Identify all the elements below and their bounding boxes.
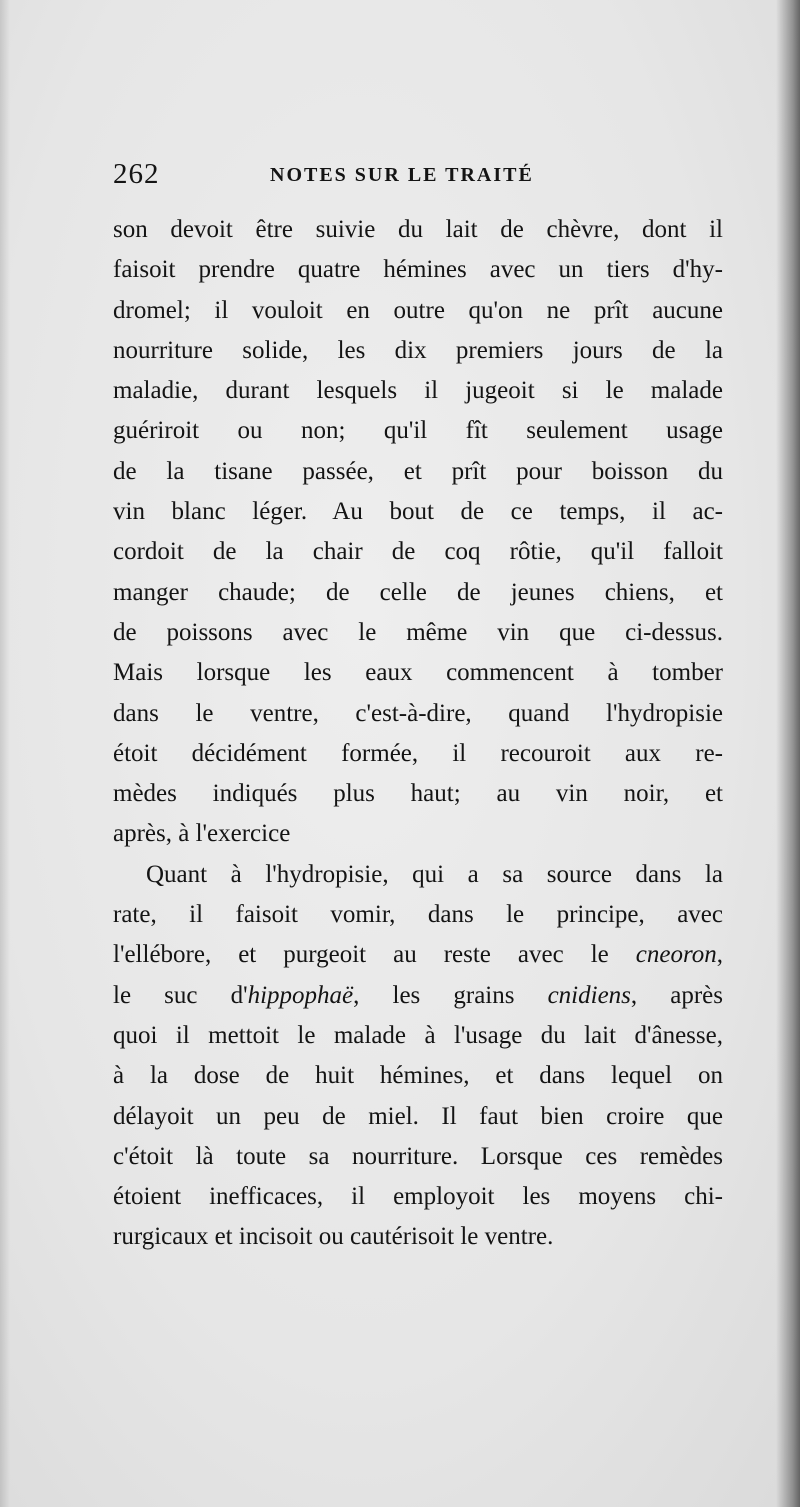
text-line: rurgicaux et incisoit ou cautérisoit le ventre.	[113, 1223, 554, 1251]
text-line-with-italic	[113, 935, 723, 975]
text-fragment: , les grains	[353, 981, 548, 1009]
text-line: son devoit être suivie du lait de chèvre, dont il	[113, 216, 723, 243]
italic-term: cnidiens	[547, 981, 631, 1009]
text-line: après, à l'exercice	[113, 820, 291, 848]
page-header	[113, 158, 723, 198]
text-fragment: le suc d'	[113, 981, 248, 1009]
text-fragment: , après	[630, 981, 724, 1009]
page-left-edge	[0, 0, 10, 1507]
text-line: de poissons avec le même vin que ci-dessus.	[113, 618, 723, 646]
text-line: Quant à l'hydropisie, qui a sa source dans la	[146, 860, 723, 888]
running-head: NOTES SUR LE TRAITÉ	[270, 164, 534, 186]
text-line: mèdes indiqués plus haut; au vin noir, et	[113, 780, 723, 808]
text-line: vin blanc léger. Au bout de ce temps, il ac-	[113, 498, 723, 526]
text-line: c'étoit là toute sa nourriture. Lorsque ces remèdes	[113, 1142, 723, 1170]
paragraph-2	[113, 855, 723, 1258]
text-line: faisoit prendre quatre hémines avec un tiers d'hy-	[113, 256, 723, 284]
text-fragment: ,	[716, 941, 723, 969]
spine-shadow	[776, 0, 800, 1507]
italic-term: hippophaë	[247, 981, 354, 1009]
text-line: dromel; il vouloit en outre qu'on ne prît aucune	[113, 296, 723, 324]
paragraph-1	[113, 210, 723, 855]
text-line: Mais lorsque les eaux commencent à tomber	[113, 659, 723, 687]
text-line-with-italic	[113, 976, 723, 1016]
text-line: à la dose de huit hémines, et dans lequel on	[113, 1062, 723, 1090]
text-line: nourriture solide, les dix premiers jours de la	[113, 336, 723, 364]
text-line: de la tisane passée, et prît pour boisson du	[113, 457, 723, 485]
page-number: 262	[113, 158, 160, 190]
text-line: manger chaude; de celle de jeunes chiens, et	[113, 578, 723, 606]
text-line: guériroit ou non; qu'il fît seulement usage	[113, 417, 723, 445]
text-line: dans le ventre, c'est-à-dire, quand l'hydropisie	[113, 699, 723, 727]
text-line: maladie, durant lesquels il jugeoit si le malade	[113, 377, 723, 405]
text-line: rate, il faisoit vomir, dans le principe, avec	[113, 901, 723, 929]
text-line: cordoit de la chair de coq rôtie, qu'il falloit	[113, 538, 723, 566]
text-line: délayoit un peu de miel. Il faut bien croire que	[113, 1102, 723, 1130]
text-line: quoi il mettoit le malade à l'usage du lait d'ânesse,	[113, 1021, 723, 1049]
body-text	[113, 210, 723, 1258]
italic-term: cneoron	[635, 941, 717, 969]
text-fragment: l'ellébore, et purgeoit au reste avec le	[113, 941, 636, 969]
text-line: étoient inefficaces, il employoit les moyens chi-	[113, 1183, 723, 1211]
text-line: étoit décidément formée, il recouroit aux re-	[113, 739, 723, 767]
